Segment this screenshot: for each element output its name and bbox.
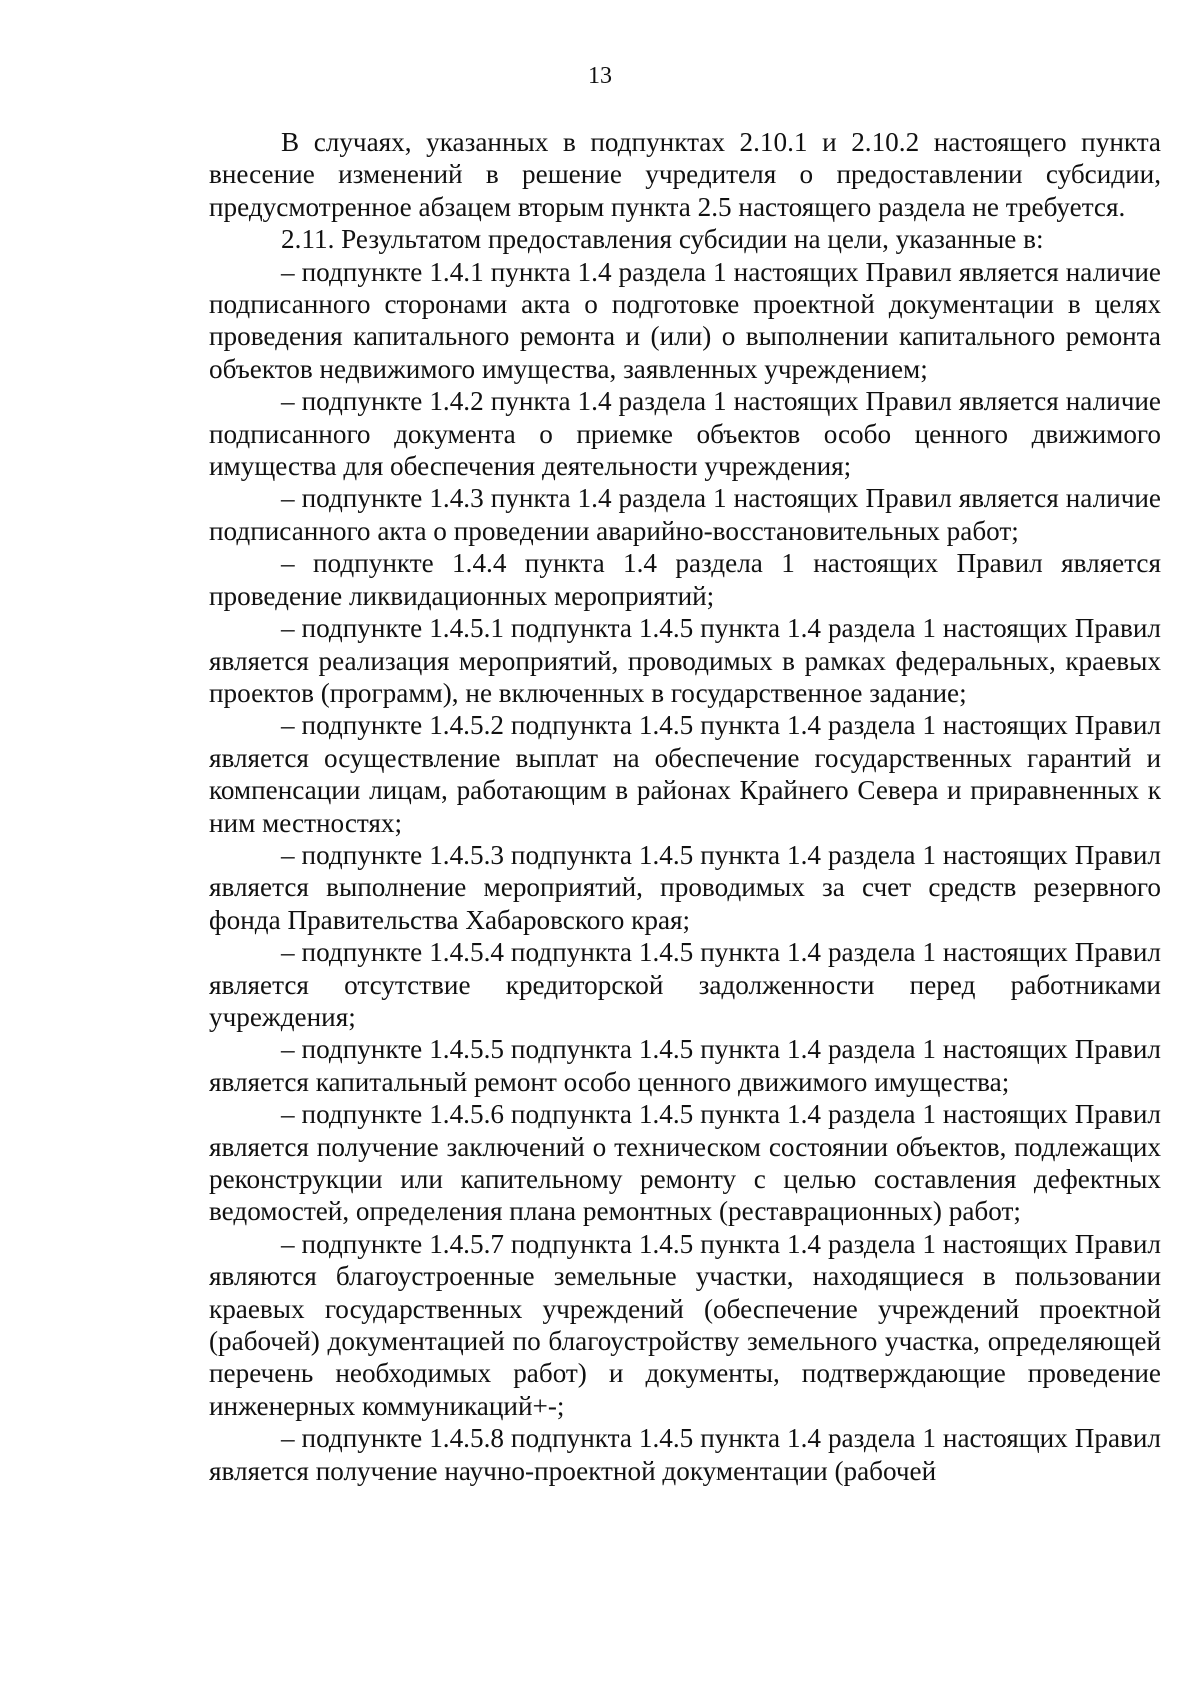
paragraph-2-11-heading: 2.11. Результатом предоставления субсидии на цели, указанные в: [281, 224, 1044, 255]
paragraph-item-1-4-5-7: – подпункте 1.4.5.7 подпункта 1.4.5 пункта 1.4 раздела 1 настоящих Правил являются благоустроенные земельные участки, находящиеся в пользовании краевых государственных учреждений (обеспечение учреждений проектной (рабочей) документацией по благоустройству земельного участка, определяющей перечень необходимых работ) и документы, подтверждающие проведение инженерных коммуникаций+-; [209, 1228, 1161, 1421]
paragraph-item-1-4-3: – подпункте 1.4.3 пункта 1.4 раздела 1 настоящих Правил является наличие подписанного акта о проведении аварийно-восстановительных работ; [209, 483, 1161, 546]
paragraph-item-1-4-4: – подпункте 1.4.4 пункта 1.4 раздела 1 настоящих Правил является проведение ликвидационных мероприятий; [209, 548, 1161, 611]
paragraph-item-1-4-5-8: – подпункте 1.4.5.8 подпункта 1.4.5 пункта 1.4 раздела 1 настоящих Правил является получение научно-проектной документации (рабочей [209, 1423, 1161, 1486]
paragraph-item-1-4-5-6: – подпункте 1.4.5.6 подпункта 1.4.5 пункта 1.4 раздела 1 настоящих Правил является получение заключений о техническом состоянии объектов, подлежащих реконструкции или капительному ремонту с целью составления дефектных ведомостей, определения плана ремонтных (реставрационных) работ; [209, 1099, 1161, 1227]
document-body [209, 126, 1161, 1487]
paragraph-item-1-4-5-5: – подпункте 1.4.5.5 подпункта 1.4.5 пункта 1.4 раздела 1 настоящих Правил является капитальный ремонт особо ценного движимого имущества; [209, 1034, 1161, 1097]
paragraph-item-1-4-5-4: – подпункте 1.4.5.4 подпункта 1.4.5 пункта 1.4 раздела 1 настоящих Правил является отсутствие кредиторской задолженности перед работниками учреждения; [209, 937, 1161, 1032]
paragraph-item-1-4-2: – подпункте 1.4.2 пункта 1.4 раздела 1 настоящих Правил является наличие подписанного документа о приемке объектов особо ценного движимого имущества для обеспечения деятельности учреждения; [209, 386, 1161, 482]
paragraph-item-1-4-5-3: – подпункте 1.4.5.3 подпункта 1.4.5 пункта 1.4 раздела 1 настоящих Правил является выполнение мероприятий, проводимых за счет средств резервного фонда Правительства Хабаровского края; [209, 839, 1161, 935]
paragraph-item-1-4-5-2: – подпункте 1.4.5.2 подпункта 1.4.5 пункта 1.4 раздела 1 настоящих Правил является осуществление выплат на обеспечение государственных гарантий и компенсации лицам, работающим в районах Крайнего Севера и приравненных к ним местностях; [209, 710, 1161, 838]
paragraph-item-1-4-5-1: – подпункте 1.4.5.1 подпункта 1.4.5 пункта 1.4 раздела 1 настоящих Правил является реализация мероприятий, проводимых в рамках федеральных, краевых проектов (программ), не включенных в государственное задание; [209, 613, 1161, 708]
paragraph-cases-note: В случаях, указанных в подпунктах 2.10.1 и 2.10.2 настоящего пункта внесение изменений в решение учредителя о предоставлении субсидии, предусмотренное абзацем вторым пункта 2.5 настоящего раздела не требуется. [209, 127, 1161, 222]
page-number: 13 [588, 63, 612, 89]
paragraph-item-1-4-1: – подпункте 1.4.1 пункта 1.4 раздела 1 настоящих Правил является наличие подписанного сторонами акта о подготовке проектной документации в целях проведения капитального ремонта и (или) о выполнении капитального ремонта объектов недвижимого имущества, заявленных учреждением; [209, 256, 1161, 384]
